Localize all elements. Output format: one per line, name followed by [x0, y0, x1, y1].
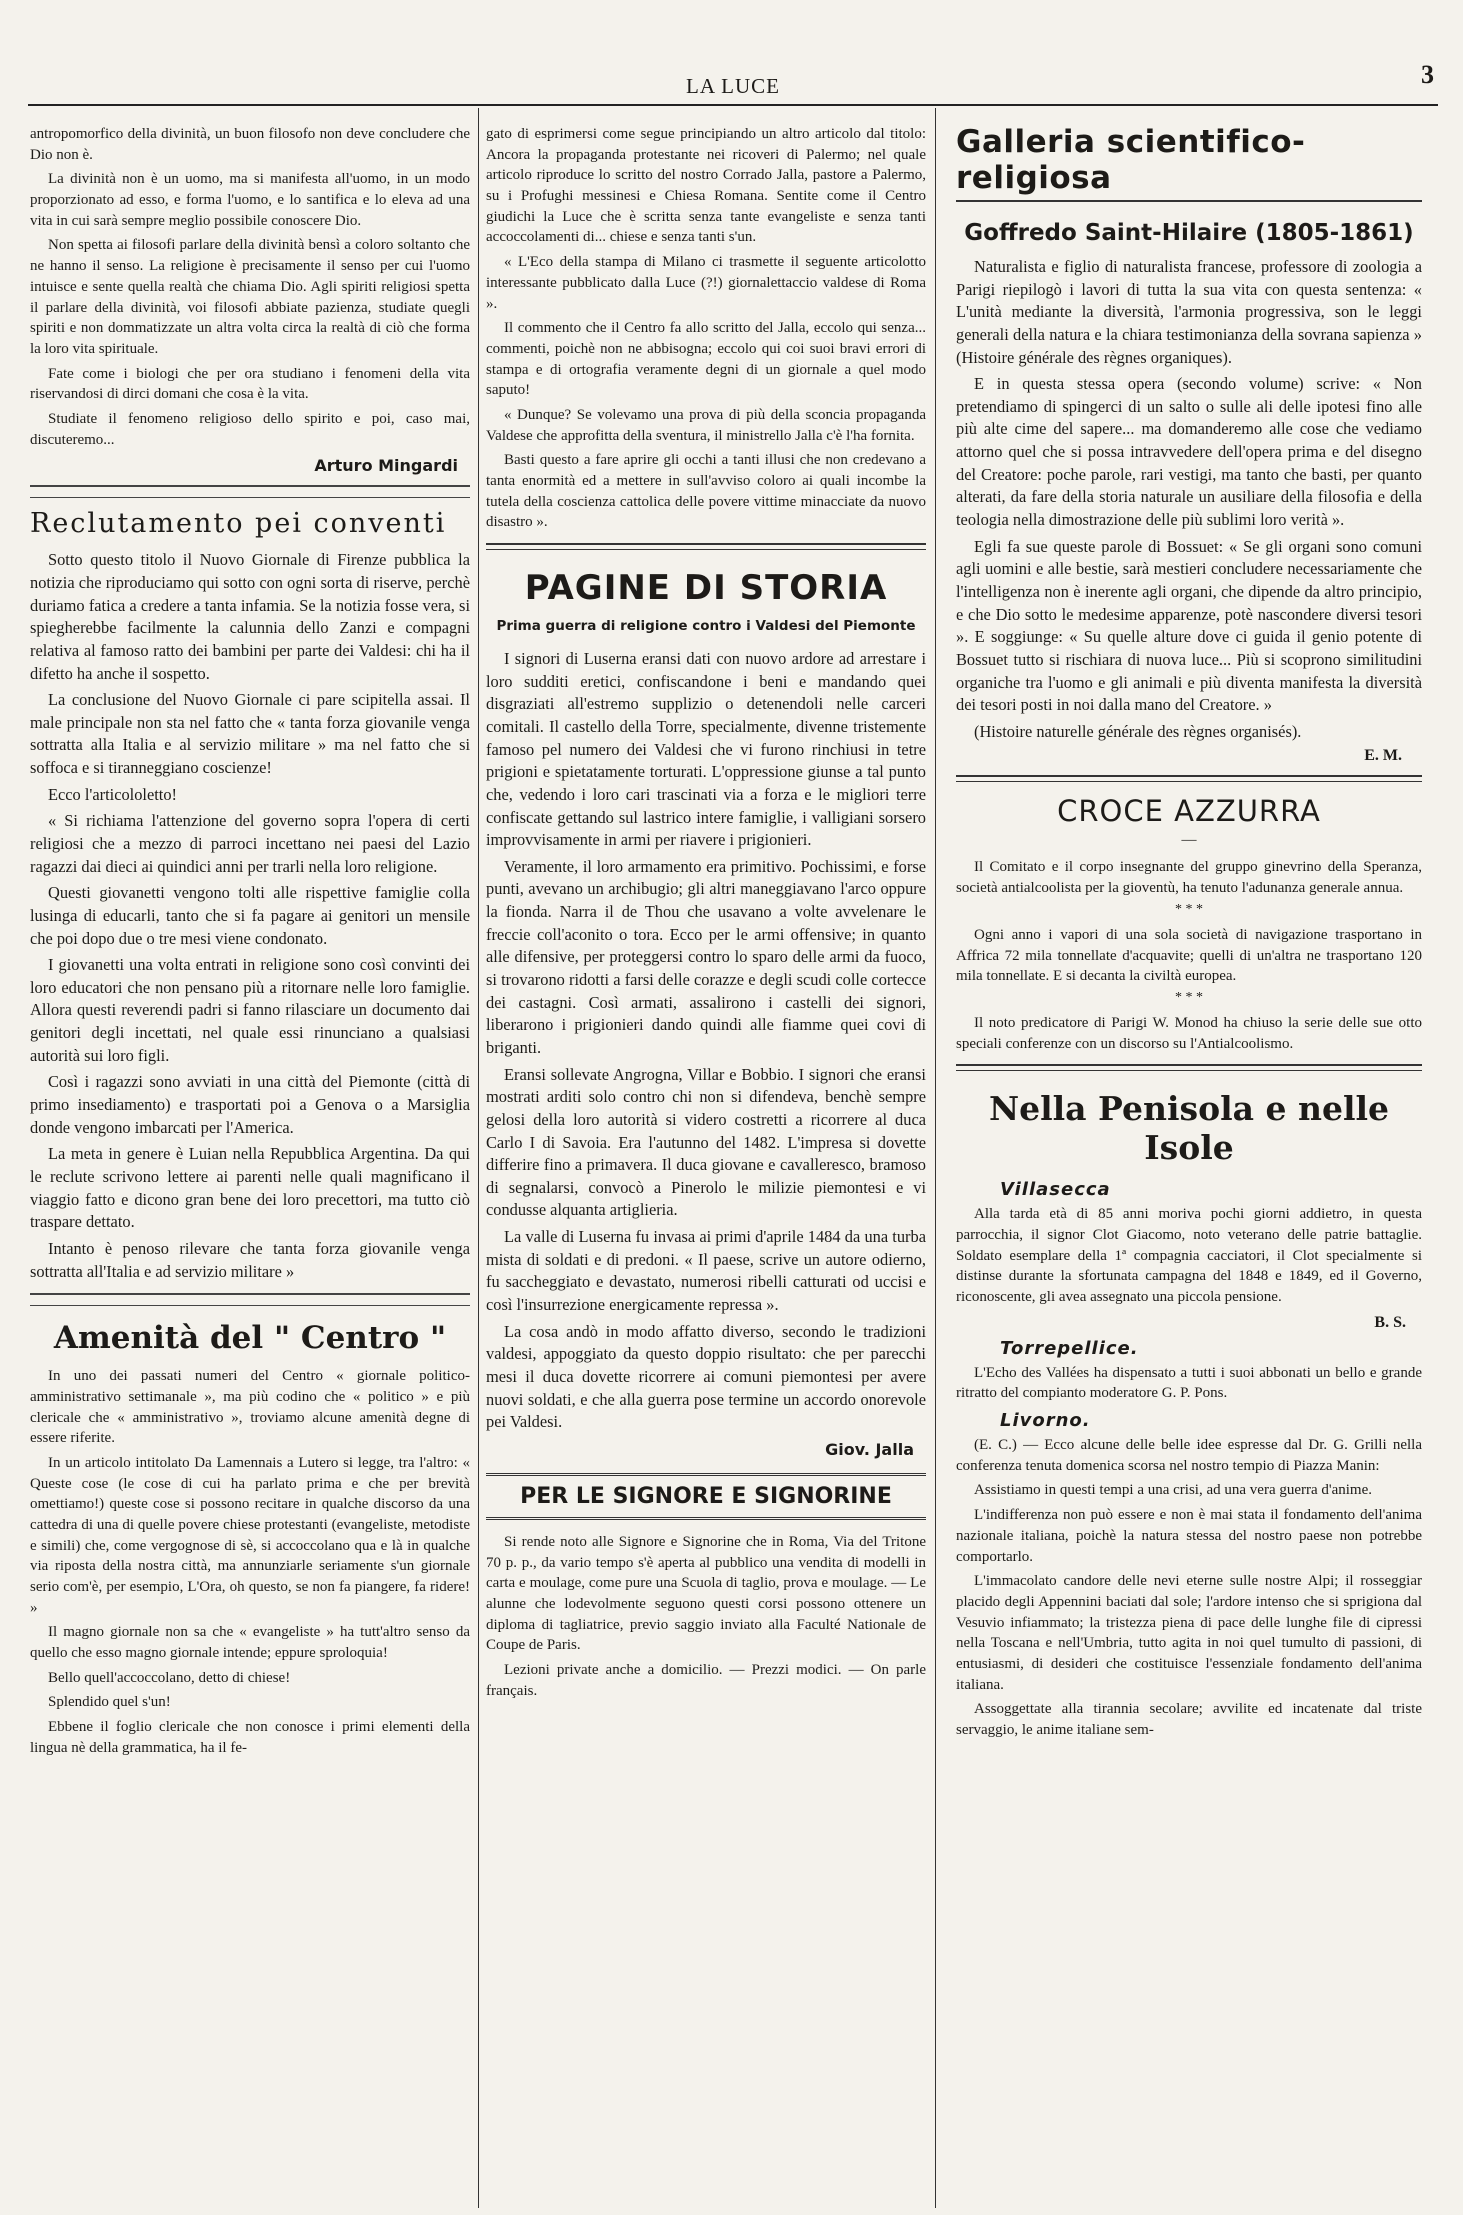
section-divider: [30, 485, 470, 498]
paragraph: Ecco l'articololetto!: [48, 784, 178, 804]
column-3: [956, 124, 1422, 2204]
paragraph: Studiate il fenomeno religioso dello spirito e poi, caso mai, discuteremo...: [30, 410, 470, 448]
paragraph: « Dunque? Se volevamo una prova di più della sconcia propaganda Valdese che approfitta della sventura, il ministrello Jalla c'è l'ha fornita.: [486, 406, 926, 444]
article-nella: [956, 1179, 1422, 1740]
paragraph: In uno dei passati numeri del Centro « giornale politico-amministrativo settimanale », ma più codino che « politico » e più clericale che « amministrativo », troviamo alcune amenità degne di essere riferite.: [30, 1368, 470, 1447]
masthead: [28, 60, 1438, 104]
header-rule: [28, 104, 1438, 106]
article-croce: [956, 857, 1422, 1054]
paragraph: La cosa andò in modo affatto diverso, secondo le tradizioni valdesi, appoggiato da questo doppio risultato: che per parecchi mesi il duca dovette ricorrere ai comuni piemontesi per avere nuovi soldati, e che alla guerra pose termine un accordo onorevole pei Valdesi.: [486, 1321, 926, 1432]
article-amenita: [30, 1366, 470, 1758]
paragraph: Egli fa sue queste parole di Bossuet: « Se gli organi sono comuni agli uomini e alle bestie, sarà mestieri concludere necessariamente che l'intelligenza non è inerente agli organi, che dipende da altro principio, e che Dio sotto le medesime apparenze, potè nascondere diversi tesori ». E soggiunge: « Su quelle alture dove ci guida il genio potente di Bossuet tutto si rischiara di nuova luce... Più si scoprono similitudini organiche tra l'uomo e gli animali e più diventa manifesta la diversità dei tesori posti in noi dalla mano del Creatore. »: [956, 536, 1422, 715]
paragraph: Così i ragazzi sono avviati in una città del Piemonte (città di primo insediamento) e trasportati poi a Genova o a Marsiglia donde vengono imbarcati per l'America.: [30, 1072, 470, 1137]
paragraph: Assoggettate alla tirannia secolare; avvilite ed incatenate dal triste servaggio, le anime italiane sem-: [956, 1701, 1422, 1739]
paragraph: Bello quell'accoccolano, detto di chiese!: [48, 1669, 291, 1686]
place-heading: Livorno.: [1000, 1410, 1091, 1432]
section-divider: [30, 1293, 470, 1306]
place-heading: Torrepellice.: [1000, 1337, 1139, 1359]
paragraph: L'Echo des Vallées ha dispensato a tutti i suoi abbonati un bello e grande ritratto del compianto moderatore G. P. Pons.: [956, 1364, 1422, 1402]
section-title-galleria: Galleria scientifico-religiosa: [956, 124, 1422, 202]
article-title-reclutamento: Reclutamento pei conventi: [30, 508, 447, 540]
paragraph: I signori di Luserna eransi dati con nuovo ardore ad arrestare i loro sudditi eretici, confiscandone i beni e mandando quei disgraziati all'estremo supplizio o detenendoli nelle carceri comitali. Il castello della Torre, specialmente, divenne tristemente famoso pel numero dei Valdesi che vi furono rinchiusi in tetre prigioni e spietatamente torturati. L'oppressione giunse a tal punto che, vedendo i loro cari trascinati via a forza e le migliori terre confiscate gettando sul lastrico intere famiglie, i valligiani sorsero improvvisamente in armi per riavere i prigionieri.: [486, 649, 926, 850]
paragraph: Si rende noto alle Signore e Signorine che in Roma, Via del Tritone 70 p. p., da vario tempo s'è aperta al pubblico una vendita di modelli in carta e moulage, come pure una Scuola di taglio, prova e moulage. — Le alunne che lodevolmente seguono questi corsi possono ottenere un diploma di tagliatrice, previo saggio inviato alla Faculté Nationale de Coupe de Paris.: [486, 1533, 926, 1654]
section-divider: [956, 1064, 1422, 1071]
paragraph: In un articolo intitolato Da Lamennais a Lutero si legge, tra l'altro: « Queste cose (le cose di cui ha parlato prima e che per brevità omettiamo!) queste cose si possono recitare in qualche discorso da una cattedra di una di quelle povere chiese protestanti (evangeliste, metodiste e simili) che, come vergognose di sè, si accoccolano qua e là in qualche via riposta della nostra città, ma annunziarle seriamente s'un giornale serio com'è, per esempio, L'Ora, oh questo, se non fa piangere, fa ridere! »: [30, 1454, 470, 1616]
paragraph: gato di esprimersi come segue principiando un altro articolo dal titolo: Ancora la propaganda protestante nei ricoveri di Palermo; nel quale articolo riproduce lo scritto del nostro Corrado Jalla, pastore a Palermo, su i Profughi messinesi e Chiesa Romana. Sentite come il Centro giudichi la Luce che è scritta senza tante evangeliste e senza tanti accoccolamenti di... chiese e senza tanti s'un.: [486, 126, 926, 246]
asterism: * * *: [1175, 901, 1203, 917]
paragraph: Il noto predicatore di Parigi W. Monod ha chiuso la serie delle sue otto speciali conferenze con un discorso su l'Antialcoolismo.: [956, 1014, 1422, 1052]
asterism: * * *: [1175, 989, 1203, 1005]
paragraph: L'indifferenza non può essere e non è mai stata il fondamento dell'anima nazionale italiana, poichè la natura stessa del nostro paese non potrebbe comportarlo.: [956, 1507, 1422, 1565]
author-signature: E. M.: [1364, 747, 1402, 765]
paragraph: La conclusione del Nuovo Giornale ci pare scipitella assai. Il male principale non sta nel fatto che « tanta forza giovanile venga sottratta alla Italia e al servizio militare » ma nel fatto che si soffoca e si tiranneggiano coscienze!: [30, 690, 470, 778]
article-title-amenita: Amenità del " Centro ": [53, 1320, 447, 1357]
paragraph: Naturalista e figlio di naturalista francese, professore di zoologia a Parigi riepilogò i lavori di tutta la sua vita con questa sentenza: « L'unità mediante la diversità, l'armonia progressiva, son le leggi generali della natura e la chiara testimonianza della sovrana sapienza » (Histoire générale des règnes organiques).: [956, 257, 1422, 367]
section-title-signore: PER LE SIGNORE E SIGNORINE: [486, 1473, 926, 1520]
paragraph: Splendido quel s'un!: [48, 1694, 171, 1711]
paragraph: Il Comitato e il corpo insegnante del gruppo ginevrino della Speranza, società antialcoolista per la gioventù, ha tenuto l'adunanza generale annua.: [956, 859, 1422, 897]
author-signature: Giov. Jalla: [825, 1439, 914, 1459]
page-number: 3: [1421, 60, 1434, 89]
article-intro: [30, 124, 470, 450]
paragraph: Intanto è penoso rilevare che tanta forza giovanile venga sottratta all'Italia e ad servizio militare »: [30, 1238, 470, 1281]
column-divider: [478, 108, 479, 2208]
paragraph: Assistiamo in questi tempi a una crisi, ad una vera guerra d'anime.: [974, 1482, 1373, 1499]
paragraph: « Si richiama l'attenzione del governo sopra l'opera di certi religiosi che a mezzo di parroci incettano nei paesi del Lazio ragazzi dai dieci ai quindici anni per trarli nella loro religione.: [30, 811, 470, 876]
paragraph: antropomorfico della divinità, un buon filosofo non deve concludere che Dio non è.: [30, 126, 470, 163]
column-1: [30, 124, 470, 2204]
paragraph: Fate come i biologi che per ora studiano i fenomeni della vita riservandosi di dirci domani che cosa è la vita.: [30, 365, 470, 403]
section-divider: [486, 543, 926, 550]
paragraph: Ebbene il foglio clericale che non conosce i primi elementi della lingua nè della grammatica, ha il fe-: [30, 1719, 470, 1756]
paragraph: Basti questo a fare aprire gli occhi a tanti illusi che non credevano a tanta enormità ed a mettere in sull'avviso coloro ai quali incombe la tutela della coscienza cattolica delle povere vittime minacciate da nuovo disastro ».: [486, 452, 926, 531]
paragraph: Alla tarda età di 85 anni moriva pochi giorni addietro, in questa parrocchia, il signor Clot Giacomo, noto veterano delle patrie battaglie. Soldato esemplare della 1ª compagnia cacciatori, il Clot specialmente si distinse durante la sfortunata campagna del 1848 e 1849, ed il Governo, riconoscente, gli avea assegnato una piccola pensione.: [956, 1206, 1422, 1306]
paragraph: I giovanetti una volta entrati in religione sono così convinti dei loro educatori che non pensano più a ritornare nelle loro famiglie. Allora questi reverendi padri si fanno rilasciare un documento dai genitori degli incettati, nel quale essi rinunciano a qualsiasi autorità sui loro figli.: [30, 955, 470, 1065]
paragraph: Eransi sollevate Angrogna, Villar e Bobbio. I signori che eransi mostrati arditi solo contro chi non si difendeva, benchè sempre gelosi della loro autorità si videro costretti a ricorrere al duca Carlo I di Savoia. Era l'autunno del 1482. L'impresa si dovette differire fino a primavera. Il duca giovane e cavalleresco, bramoso di segnalarsi, convocò a Pinerolo le milizie piemontesi e vi condusse alquanta artiglieria.: [486, 1064, 926, 1220]
paragraph: « L'Eco della stampa di Milano ci trasmette il seguente articolotto interessante pubblicato dalla Luce (?!) giornalettaccio valdese di Roma ».: [486, 254, 926, 312]
section-title-croce: CROCE AZZURRA: [1057, 794, 1321, 829]
paragraph: Il commento che il Centro fa allo scritto del Jalla, eccolo qui senza... commenti, poichè non ne abbisogna; eccolo qui coi suoi bravi errori di stampa e di ortografia veramente degni di un giornale a quel modo saputo!: [486, 320, 926, 399]
section-subtitle-storia: Prima guerra di religione contro i Valdesi del Piemonte: [496, 618, 916, 635]
paragraph: (E. C.) — Ecco alcune delle belle idee espresse dal Dr. G. Grilli nella conferenza tenuta domenica scorsa nel nostro tempio di Piazza Manin:: [956, 1437, 1422, 1474]
paragraph: Non spetta ai filosofi parlare della divinità bensì a coloro soltanto che ne hanno il senso. La religione è precisamente il senso per cui l'uomo intuisce e sente quella realtà che chiama Dio. Agli spiriti religiosi spetta il parlare della divinità, voi filosofi abbiate pazienza, studiate quegli spiriti e non dommatizzate un altra volta circa la realtà di ciò che forma la loro vita spirituale.: [30, 237, 470, 357]
article-centro-continued: [486, 124, 926, 533]
paragraph: (Histoire naturelle générale des règnes organisés).: [974, 721, 1302, 741]
paragraph: Ogni anno i vapori di una sola società di navigazione trasportano in Affrica 72 mila tonnellate d'acquavite; quelli di un'altra ne trasportano 120 mila tonnellate. E si decanta la civiltà europea.: [956, 926, 1422, 985]
title-dash: —: [1181, 832, 1197, 849]
paragraph: La valle di Luserna fu invasa ai primi d'aprile 1484 da una turba mista di soldati e di predoni. « Il paese, scrive un autore odierno, fu saccheggiato e devastato, numerosi ribelli catturati od uccisi e così l'insurrezione energicamente repressa ».: [486, 1227, 926, 1314]
column-2: [486, 124, 926, 2204]
paragraph: Sotto questo titolo il Nuovo Giornale di Firenze pubblica la notizia che riproduciamo qui sotto con ogni sorta di riserve, perchè duriamo fatica a credere a tanta infamia. Se la notizia fosse vera, si spiegherebbe facilmente la calunnia dello Zanzi e compagni relativa al famoso ratto dei bambini per parte dei Valdesi: chi ha il difetto ha anche il sospetto.: [30, 550, 470, 683]
place-heading: Villasecca: [1000, 1179, 1111, 1201]
paragraph: Lezioni private anche a domicilio. — Prezzi modici. — On parle français.: [486, 1661, 926, 1699]
author-initials: B. S.: [1374, 1313, 1406, 1331]
paragraph: La meta in genere è Luian nella Repubblica Argentina. Da qui le reclute scrivono lettere ai parenti nelle quali magnificano il viaggio fatto e dicono gran bene dei loro precettori, ma tutto ciò traspare dettato.: [30, 1144, 470, 1232]
section-title-storia: PAGINE DI STORIA: [524, 568, 888, 609]
article-title-saint-hilaire: Goffredo Saint-Hilaire (1805-1861): [964, 220, 1414, 246]
author-signature: Arturo Mingardi: [314, 456, 458, 476]
paragraph: Il magno giornale non sa che « evangeliste » ha tutt'altro senso da quello che esso magno giornale intende; eppure sproloquia!: [30, 1624, 470, 1662]
announcement-signore: [486, 1532, 926, 1702]
paragraph: L'immacolato candore delle nevi eterne sulle nostre Alpi; il rosseggiar placido degli Appennini baciati dal sole; l'ardore intenso che si sprigiona dal Vesuvio infiammato; la tristezza piena di pace delle lunghe file di cipressi nella Toscana e nell'Umbria, tutto agita in noi quel tumulto di passioni, di entusiasmi, di desideri che costituisce l'essenziale fondamento dell'anima italiana.: [956, 1573, 1422, 1693]
newspaper-title: LA LUCE: [686, 74, 780, 98]
section-title-nella: Nella Penisola e nelle Isole: [988, 1089, 1390, 1168]
paragraph: Questi giovanetti vengono tolti alle rispettive famiglie colla lusinga di educarli, tanto che si fa pagare ai genitori un mensile che poi dopo due o tre mesi viene condonato.: [30, 883, 470, 948]
paragraph: Veramente, il loro armamento era primitivo. Pochissimi, e forse punti, avevano un archibugio; gli altri maneggiavano l'arco oppure la fionda. Narra il de Thou che usavano a volte avvelenare le freccie coll'aconito o tora. Ecco per le armi offensive; in quanto alle difensive, per proteggersi contro lo sparo delle armi da fuoco, si trovarono ridotti a farsi delle corazze e degli scudi colle cortecce dei castagni. Così armati, assalirono i castelli dei signori, liberarono i prigionieri dando quindi alle fiamme quei covi di briganti.: [486, 856, 926, 1057]
paragraph: E in questa stessa opera (secondo volume) scrive: « Non pretendiamo di spingerci di un salto o sulle ali delle ipotesi fino alle più alte cime del sapere... ma domanderemo alle cose che vediamo attorno quel che si possa intravvedere dell'opera prima e del disegno del Creatore: poche parole, rari vestigi, ma tanto che basti, per quanto alterati, da fare della storia naturale un ausiliare della filosofia e della teologia nella dimostrazione delle più sublimi loro verità ».: [956, 374, 1422, 530]
section-divider: [956, 775, 1422, 782]
column-divider: [935, 108, 936, 2208]
paragraph: La divinità non è un uomo, ma si manifesta all'uomo, in un modo proporzionato ad esso, e forma l'uomo, e lo santifica e lo eleva ad una vita in cui sarà sempre meglio possibile conoscere Dio.: [30, 171, 470, 229]
